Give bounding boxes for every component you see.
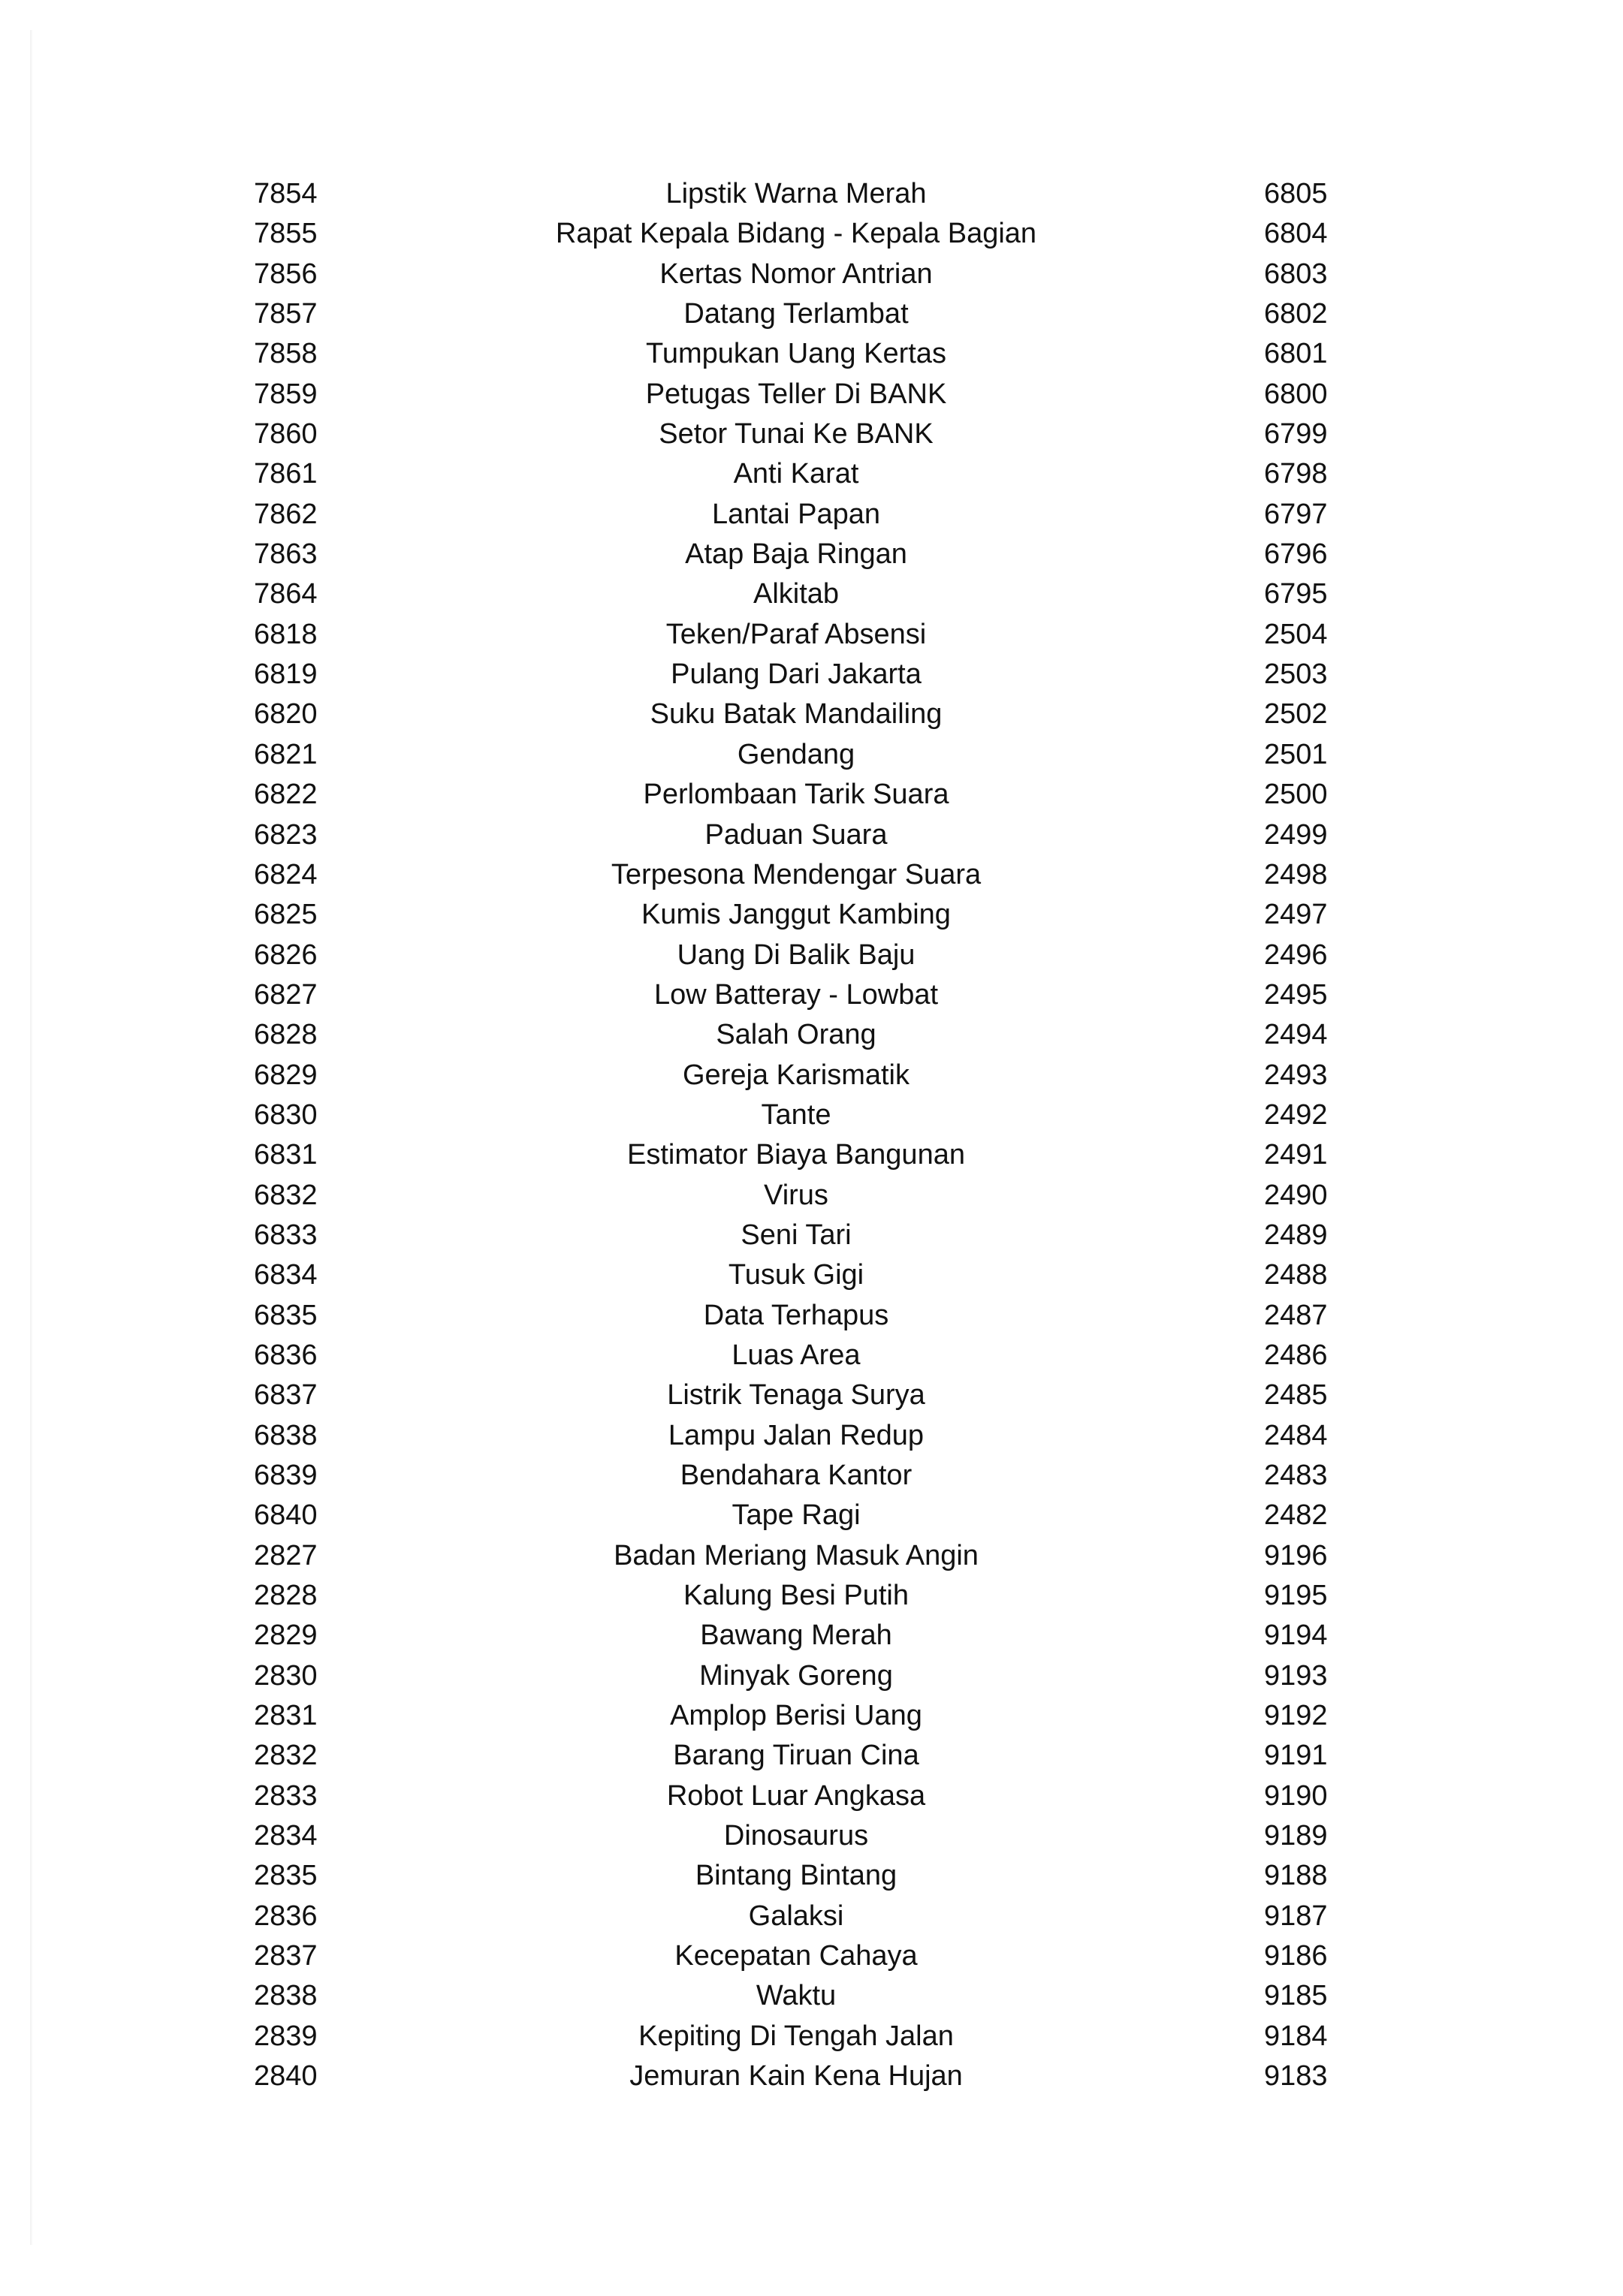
item-label: Datang Terlambat [683,298,909,330]
data-table [0,174,1623,2097]
left-number: 2829 [254,1620,318,1652]
table-row [0,735,1623,775]
table-row [0,294,1623,334]
table-row [0,1856,1623,1896]
item-label: Bawang Merah [700,1620,892,1652]
left-number: 6818 [254,618,318,650]
right-number: 2492 [1264,1098,1328,1131]
item-label: Minyak Goreng [699,1659,893,1692]
right-number: 2490 [1264,1179,1328,1211]
item-label: Waktu [756,1980,837,2012]
left-number: 7863 [254,538,318,571]
left-number: 7856 [254,258,318,290]
right-number: 6796 [1264,538,1328,571]
right-number: 2487 [1264,1299,1328,1331]
item-label: Terpesona Mendengar Suara [611,858,982,890]
table-row [0,615,1623,655]
right-number: 6801 [1264,338,1328,370]
right-number: 9183 [1264,2060,1328,2093]
table-row [0,2017,1623,2056]
left-number: 7860 [254,418,318,450]
left-number: 2833 [254,1779,318,1812]
item-label: Gendang [737,738,855,770]
right-number: 9186 [1264,1940,1328,1972]
left-number: 6834 [254,1259,318,1291]
right-number: 9193 [1264,1659,1328,1692]
left-number: 6833 [254,1219,318,1251]
table-row [0,1936,1623,1976]
left-number: 6836 [254,1339,318,1371]
item-label: Barang Tiruan Cina [673,1740,919,1772]
left-number: 2834 [254,1820,318,1852]
left-number: 7857 [254,298,318,330]
table-row [0,695,1623,734]
item-label: Suku Batak Mandailing [650,698,943,731]
table-row [0,1976,1623,2016]
right-number: 9188 [1264,1860,1328,1892]
item-label: Tumpukan Uang Kertas [646,338,946,370]
right-number: 2503 [1264,658,1328,691]
right-number: 2485 [1264,1379,1328,1412]
right-number: 6804 [1264,218,1328,250]
table-row [0,1416,1623,1456]
left-number: 6830 [254,1098,318,1131]
right-number: 2498 [1264,858,1328,890]
table-row [0,535,1623,574]
table-row [0,375,1623,414]
table-row [0,1576,1623,1616]
item-label: Jemuran Kain Kena Hujan [629,2060,963,2093]
right-number: 2497 [1264,899,1328,931]
item-label: Low Batteray - Lowbat [653,978,939,1011]
item-label: Bendahara Kantor [680,1460,913,1491]
item-label: Amplop Berisi Uang [670,1700,922,1732]
table-row [0,655,1623,695]
item-label: Pulang Dari Jakarta [671,658,922,691]
item-label: Kalung Besi Putih [683,1580,909,1612]
item-label: Virus [764,1179,828,1211]
left-number: 7864 [254,578,318,610]
left-number: 6820 [254,698,318,731]
left-number: 2830 [254,1659,318,1692]
right-number: 2494 [1264,1019,1328,1051]
left-number: 6827 [254,978,318,1011]
item-label: Atap Baja Ringan [685,538,907,571]
right-number: 6797 [1264,498,1328,530]
table-row [0,1776,1623,1816]
right-number: 2502 [1264,698,1328,731]
left-number: 6828 [254,1019,318,1051]
left-number: 7859 [254,378,318,410]
right-number: 9194 [1264,1620,1328,1652]
item-label: Alkitab [753,578,840,610]
left-number: 6822 [254,779,318,811]
left-number: 6821 [254,738,318,770]
left-number: 6826 [254,939,318,971]
right-number: 6795 [1264,578,1328,610]
right-number: 6802 [1264,298,1328,330]
item-label: Kepiting Di Tengah Jalan [638,2020,954,2052]
right-number: 6805 [1264,178,1328,209]
left-number: 6829 [254,1059,318,1091]
right-number: 2486 [1264,1339,1328,1371]
table-row [0,1015,1623,1055]
left-number: 7862 [254,498,318,530]
left-number: 6837 [254,1379,318,1412]
left-number: 6835 [254,1299,318,1331]
right-number: 2495 [1264,978,1328,1011]
item-label: Galaksi [748,1900,844,1932]
table-row [0,1816,1623,1856]
left-number: 6824 [254,858,318,890]
right-number: 9191 [1264,1740,1328,1772]
table-row [0,1176,1623,1216]
right-number: 6798 [1264,458,1328,490]
right-number: 6800 [1264,378,1328,410]
right-number: 9184 [1264,2020,1328,2052]
item-label: Kertas Nomor Antrian [659,258,933,290]
left-number: 2836 [254,1900,318,1932]
table-row [0,1296,1623,1336]
left-number: 7861 [254,458,318,490]
right-number: 2488 [1264,1259,1328,1291]
left-number: 2827 [254,1539,318,1571]
item-label: Gereja Karismatik [683,1059,910,1091]
item-label: Petugas Teller Di BANK [645,378,947,410]
table-row [0,1135,1623,1175]
right-number: 9192 [1264,1700,1328,1732]
left-number: 6823 [254,818,318,851]
left-number: 6825 [254,899,318,931]
left-number: 6840 [254,1499,318,1532]
table-row [0,1216,1623,1255]
table-row [0,975,1623,1015]
item-label: Listrik Tenaga Surya [667,1379,925,1412]
right-number: 9196 [1264,1539,1328,1571]
left-number: 2832 [254,1740,318,1772]
table-row [0,855,1623,895]
left-number: 7854 [254,178,318,209]
item-label: Lantai Papan [712,498,880,530]
right-number: 9189 [1264,1820,1328,1852]
item-label: Kumis Janggut Kambing [641,899,951,931]
left-number: 2831 [254,1700,318,1732]
right-number: 2491 [1264,1139,1328,1171]
right-number: 2493 [1264,1059,1328,1091]
item-label: Teken/Paraf Absensi [665,618,927,650]
item-label: Tape Ragi [732,1499,861,1532]
table-row [0,255,1623,294]
table-row [0,1616,1623,1656]
table-row [0,1336,1623,1375]
right-number: 2499 [1264,818,1328,851]
right-number: 2496 [1264,939,1328,971]
table-row [0,2056,1623,2096]
right-number: 2489 [1264,1219,1328,1251]
item-label: Estimator Biaya Bangunan [627,1139,965,1171]
table-row [0,1255,1623,1295]
left-number: 7855 [254,218,318,250]
table-row [0,1736,1623,1776]
item-label: Uang Di Balik Baju [677,939,916,971]
table-row [0,495,1623,535]
table-row [0,334,1623,374]
table-row [0,815,1623,855]
left-number: 2835 [254,1860,318,1892]
table-row [0,895,1623,935]
right-number: 2500 [1264,779,1328,811]
left-number: 2828 [254,1580,318,1612]
item-label: Seni Tari [741,1219,852,1251]
item-label: Bintang Bintang [695,1860,897,1892]
item-label: Lampu Jalan Redup [668,1419,925,1451]
table-row [0,1897,1623,1936]
table-row [0,1536,1623,1576]
table-row [0,775,1623,815]
item-label: Paduan Suara [704,818,888,851]
table-row [0,1456,1623,1496]
right-number: 9187 [1264,1900,1328,1932]
table-row [0,1656,1623,1696]
right-number: 2484 [1264,1419,1328,1451]
left-number: 6832 [254,1179,318,1211]
table-row [0,1696,1623,1736]
item-label: Data Terhapus [703,1299,889,1331]
left-number: 6831 [254,1139,318,1171]
table-row [0,454,1623,494]
table-row [0,214,1623,254]
left-number: 6839 [254,1460,318,1491]
table-row [0,414,1623,454]
item-label: Lipstik Warna Merah [665,178,927,209]
item-label: Rapat Kepala Bidang - Kepala Bagian [555,218,1037,250]
left-number: 2840 [254,2060,318,2093]
item-label: Salah Orang [716,1019,876,1051]
right-number: 2482 [1264,1499,1328,1532]
item-label: Robot Luar Angkasa [666,1779,926,1812]
item-label: Dinosaurus [723,1820,869,1852]
item-label: Tante [761,1098,831,1131]
right-number: 9195 [1264,1580,1328,1612]
right-number: 2501 [1264,738,1328,770]
table-row [0,936,1623,975]
table-row [0,1375,1623,1415]
table-row [0,1095,1623,1135]
left-number: 2838 [254,1980,318,2012]
table-row [0,1496,1623,1535]
item-label: Anti Karat [733,458,859,490]
item-label: Kecepatan Cahaya [674,1940,918,1972]
item-label: Luas Area [732,1339,861,1371]
item-label: Setor Tunai Ke BANK [659,418,934,450]
left-number: 6838 [254,1419,318,1451]
right-number: 9185 [1264,1980,1328,2012]
left-number: 6819 [254,658,318,691]
item-label: Tusuk Gigi [728,1259,864,1291]
right-number: 2483 [1264,1460,1328,1491]
left-number: 2839 [254,2020,318,2052]
item-label: Perlombaan Tarik Suara [643,779,949,811]
item-label: Badan Meriang Masuk Angin [614,1539,979,1571]
table-row [0,1056,1623,1095]
right-number: 6803 [1264,258,1328,290]
right-number: 9190 [1264,1779,1328,1812]
table-row [0,574,1623,614]
right-number: 6799 [1264,418,1328,450]
right-number: 2504 [1264,618,1328,650]
table-row [0,174,1623,214]
left-number: 2837 [254,1940,318,1972]
left-number: 7858 [254,338,318,370]
